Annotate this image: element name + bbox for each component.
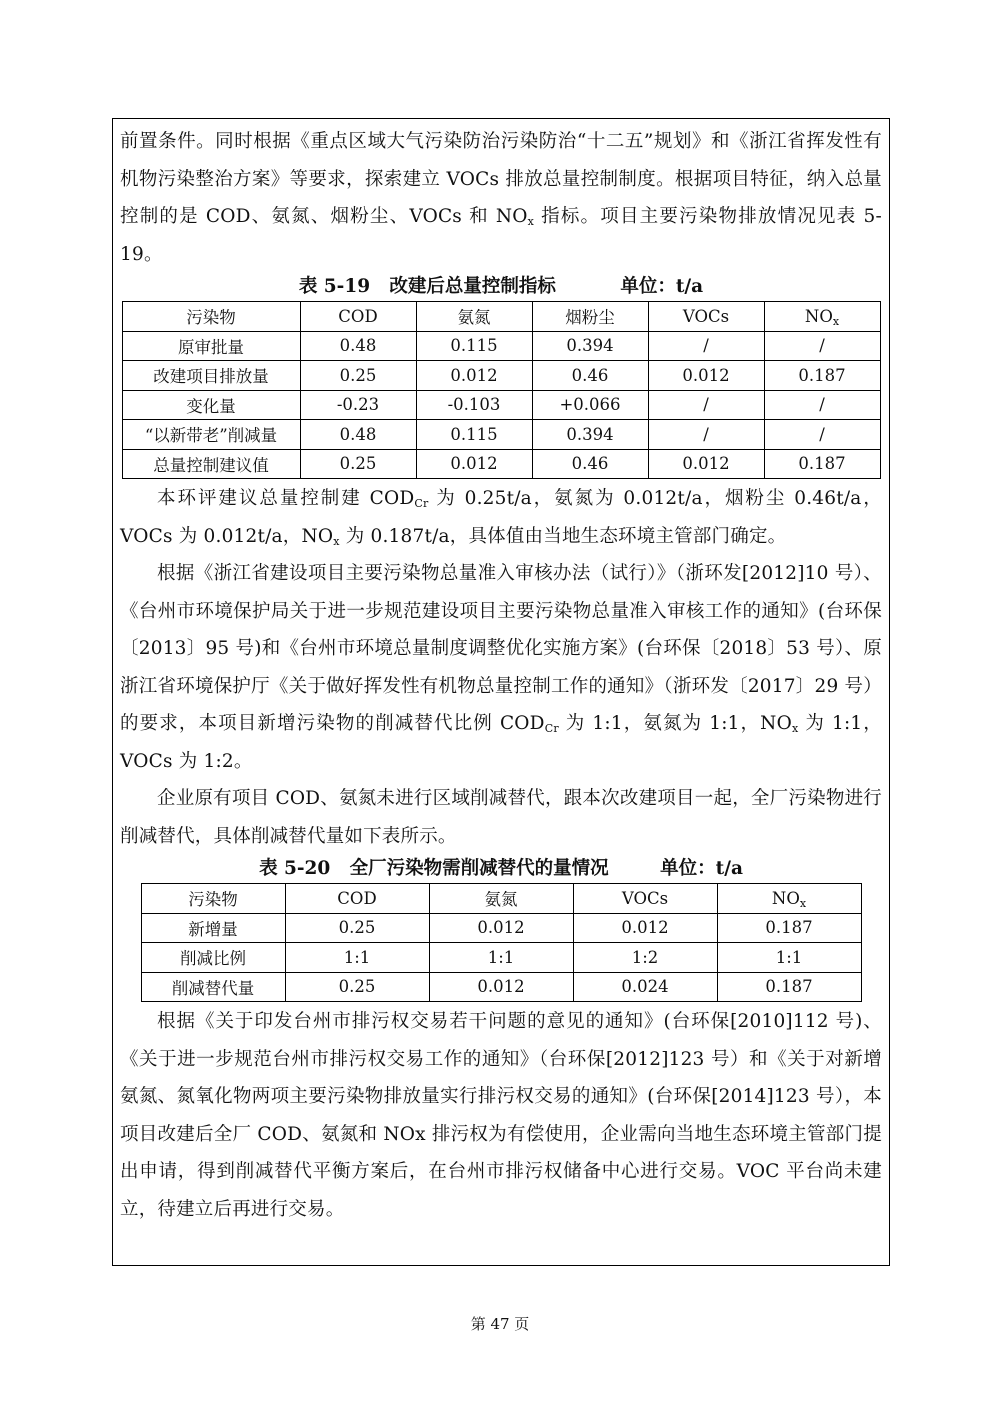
document-body [120,123,882,1228]
para-text: 本环评建议总量控制建 COD [157,488,415,509]
page-number: 第 47 页 [470,1315,530,1333]
table-cell: +0.066 [532,390,648,420]
table-cell: 1:1 [285,943,429,973]
header-cell: 污染物 [141,884,285,914]
table-cell: 0.187 [717,913,861,943]
regulation-paragraph [120,555,882,780]
table-5-19-caption: 表 5-19 改建后总量控制指标 单位：t/a [298,276,704,297]
header-cell: COD [300,302,416,332]
recommendation-paragraph [120,480,882,555]
header-cell: VOCs [648,302,764,332]
intro-paragraph [120,123,882,273]
header-cell [764,302,880,332]
table-cell: / [648,331,764,361]
row-label: 削减替代量 [141,972,285,1002]
intro-text-end: 指标。项目主要污染物排放情况见表 5-19。 [120,206,882,265]
table-header-row [122,302,880,332]
table-cell: 0.46 [532,449,648,479]
subscript: x [799,896,807,910]
table-cell: 0.012 [429,972,573,1002]
table-cell: 1:2 [573,943,717,973]
table-cell: / [764,420,880,450]
table-cell: 0.48 [300,420,416,450]
table-row [141,972,861,1002]
table-cell: 0.012 [416,449,532,479]
header-text: NO [771,888,800,908]
subscript: x [791,722,799,735]
row-label: “以新带老”削减量 [122,420,300,450]
table-cell: 0.25 [285,913,429,943]
table-row [122,361,880,391]
para-text: 根据《浙江省建设项目主要污染物总量准入审核办法（试行）》（浙环发[2012]10 号）、《台州市环境保护局关于进一步规范建设项目主要污染物总量准入审核工作的通知》(台环保〔2013〕95 号)和《台州市环境总量制度调整优化实施方案》(台环保〔2018〕53 号）、原浙江省环境保护厅《关于做好挥发性有机物总量控制工作的通知》（浙环发〔2017〕29 号）的要求，本项目新增污染物的削减替代比例 COD [120,563,882,734]
table-row [122,420,880,450]
table-cell: 0.48 [300,331,416,361]
header-cell: 氨氮 [416,302,532,332]
row-label: 新增量 [141,913,285,943]
table-cell: 0.394 [532,331,648,361]
table-cell: -0.103 [416,390,532,420]
subscript: Cr [414,497,429,510]
row-label: 总量控制建议值 [122,449,300,479]
table-cell: 0.012 [648,361,764,391]
table-cell: 0.46 [532,361,648,391]
table-cell: 0.115 [416,331,532,361]
header-cell: 烟粉尘 [532,302,648,332]
table-cell: 0.187 [764,449,880,479]
header-cell [717,884,861,914]
table-row [122,331,880,361]
para-text: 为 1:1，VOCs 为 1:2。 [120,713,882,772]
trading-paragraph: 根据《关于印发台州市排污权交易若干问题的意见的通知》(台环保[2010]112 号)、《关于进一步规范台州市排污权交易工作的通知》（台环保[2012]123 号）和《关于对新增氨氮、氮氧化物两项主要污染物排放量实行排污权交易的通知》(台环保[2014]123 号），本项目改建后全厂 COD、氨氮和 NOx 排污权为有偿使用，企业需向当地生态环境主管部门提出申请，得到削减替代平衡方案后，在台州市排污权储备中心进行交易。VOC 平台尚未建立，待建立后再进行交易。 [120,1011,882,1220]
table-cell: / [764,331,880,361]
header-text: NO [804,306,833,326]
table-5-20 [141,883,862,1002]
row-label: 变化量 [122,390,300,420]
table-cell: 0.012 [416,361,532,391]
table-header-row [141,884,861,914]
table-cell: 0.012 [429,913,573,943]
table-cell: -0.23 [300,390,416,420]
table-row [141,943,861,973]
header-cell: COD [285,884,429,914]
subscript: x [832,314,840,328]
subscript: x [333,534,340,548]
table-cell: 1:1 [429,943,573,973]
para-text: 为 1:1，氨氮为 1:1，NO [558,713,792,734]
table-cell: 0.187 [764,361,880,391]
para-text: 为 0.187t/a，具体值由当地生态环境主管部门确定。 [339,525,787,547]
table-cell: 0.012 [573,913,717,943]
row-label: 原审批量 [122,331,300,361]
header-cell: 氨氮 [429,884,573,914]
table-cell: 0.25 [300,361,416,391]
table-cell: 0.25 [300,449,416,479]
table-cell: 0.187 [717,972,861,1002]
subscript: Cr [544,722,559,735]
table-5-20-caption: 表 5-20 全厂污染物需削减替代的量情况 单位：t/a [259,858,743,879]
table-cell: 0.024 [573,972,717,1002]
table-cell: / [764,390,880,420]
para-text: 为 0.25t/a，氨氮为 0.012t/a，烟粉尘 0.46t/a，VOCs 为 0.012t/a，NO [120,488,882,547]
table-cell: 0.25 [285,972,429,1002]
table-5-19 [122,301,881,479]
table-cell: 0.012 [648,449,764,479]
table-cell: / [648,420,764,450]
table-cell: / [648,390,764,420]
replacement-paragraph: 企业原有项目 COD、氨氮未进行区域削减替代，跟本次改建项目一起，全厂污染物进行削减替代，具体削减替代量如下表所示。 [120,788,882,847]
table-row [122,449,880,479]
table-cell: 0.115 [416,420,532,450]
row-label: 改建项目排放量 [122,361,300,391]
intro-text: 前置条件。同时根据《重点区域大气污染防治污染防治“十二五”规划》和《浙江省挥发性有机物污染整治方案》等要求，探索建立 VOCs 排放总量控制制度。根据项目特征，纳入总量控制的是 COD、氨氮、烟粉尘、VOCs 和 NO [120,131,882,227]
header-cell: VOCs [573,884,717,914]
table-row [141,913,861,943]
row-label: 削减比例 [141,943,285,973]
header-cell: 污染物 [122,302,300,332]
table-row [122,390,880,420]
table-cell: 1:1 [717,943,861,973]
subscript: x [527,215,535,228]
table-cell: 0.394 [532,420,648,450]
